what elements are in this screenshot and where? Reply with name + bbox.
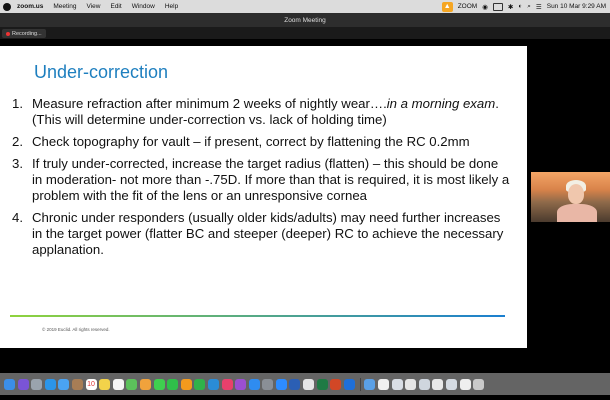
dock-safari-icon[interactable] — [45, 379, 56, 390]
dock-photos-icon[interactable] — [140, 379, 151, 390]
recording-indicator[interactable] — [2, 29, 46, 38]
volume-icon[interactable]: ◐ — [518, 3, 523, 10]
bullet-item — [12, 210, 512, 258]
dock-notes-icon[interactable] — [99, 379, 110, 390]
bullet-item — [12, 134, 512, 150]
dock-downloads-icon[interactable] — [364, 379, 375, 390]
dock-chrome-icon[interactable] — [303, 379, 314, 390]
participant-face — [568, 184, 584, 204]
dock-facetime-icon[interactable] — [167, 379, 178, 390]
zoom-label[interactable]: ZOOM — [457, 3, 478, 10]
dock-document-7-icon[interactable] — [460, 379, 471, 390]
spotlight-icon[interactable]: ⌕ — [527, 2, 531, 10]
menu-bar — [0, 0, 610, 13]
bluetooth-icon[interactable]: ✱ — [507, 3, 514, 11]
dock-zoom-icon[interactable] — [276, 379, 287, 390]
bullet-number: 1. — [12, 96, 23, 111]
dock-maps-icon[interactable] — [126, 379, 137, 390]
dock-pages-icon[interactable] — [181, 379, 192, 390]
window-title-bar — [0, 13, 610, 27]
wifi-icon[interactable]: ◉ — [482, 3, 488, 11]
menu-window[interactable]: Window — [131, 3, 155, 10]
slide-bullet-list — [12, 96, 512, 264]
participant-video[interactable] — [531, 172, 610, 222]
bullet-number: 3. — [12, 156, 23, 171]
dock-powerpoint-icon[interactable] — [330, 379, 341, 390]
dock-document-4-icon[interactable] — [419, 379, 430, 390]
menu-edit[interactable]: Edit — [110, 3, 122, 10]
dock-document-5-icon[interactable] — [432, 379, 443, 390]
dock-mail-icon[interactable] — [58, 379, 69, 390]
bullet-number: 2. — [12, 134, 23, 149]
slide-divider — [10, 315, 505, 317]
dock-trash-icon[interactable] — [473, 379, 484, 390]
bullet-text-part: . (This will determine under-correction vs. lack of holding time) — [32, 96, 499, 127]
dock-app-store-icon[interactable] — [249, 379, 260, 390]
slide-title: Under-correction — [34, 62, 169, 82]
slide-copyright: © 2019 Euclid. All rights reserved. — [42, 327, 110, 332]
dock-document-3-icon[interactable] — [405, 379, 416, 390]
dock-document-1-icon[interactable] — [378, 379, 389, 390]
menu-app-name[interactable]: zoom.us — [17, 3, 44, 10]
dock-calendar-icon[interactable]: 10 — [87, 380, 95, 388]
dock-document-2-icon[interactable] — [392, 379, 403, 390]
dock-system-preferences-icon[interactable] — [262, 379, 273, 390]
dock-siri-icon[interactable] — [18, 379, 29, 390]
dock-word-icon[interactable] — [289, 379, 300, 390]
menu-view[interactable]: View — [86, 3, 101, 10]
bullet-text: Chronic under responders (usually older kids/adults) may need further increases in the target power (flatter BC and steeper (deeper) RC to achieve the necessary applanation. — [32, 210, 504, 257]
menu-help[interactable]: Help — [164, 3, 179, 10]
shared-screen — [0, 46, 527, 348]
dock-podcasts-icon[interactable] — [235, 379, 246, 390]
recording-bar — [0, 27, 610, 39]
battery-icon[interactable] — [493, 3, 503, 11]
participant-body — [557, 204, 597, 222]
dock-teamviewer-icon[interactable] — [344, 379, 355, 390]
dock-itunes-icon[interactable] — [222, 379, 233, 390]
recording-label: Recording... — [12, 30, 42, 37]
window-title: Zoom Meeting — [284, 16, 326, 24]
bullet-text: If truly under-corrected, increase the target radius (flatten) – this should be done in moderation- not more than -.75D. If more than that is required, it is most likely a problem with the fit of the lens or an unresponsive cornea — [32, 156, 510, 203]
dock-numbers-icon[interactable] — [194, 379, 205, 390]
bullet-text-emphasis: in a morning exam — [386, 96, 496, 111]
dock-keynote-icon[interactable] — [208, 379, 219, 390]
dock-finder-icon[interactable] — [4, 379, 15, 390]
record-icon — [6, 32, 10, 36]
bullet-item — [12, 156, 512, 204]
clock-text[interactable]: Sun 10 Mar 9:29 AM — [546, 3, 606, 10]
dock-document-6-icon[interactable] — [446, 379, 457, 390]
dock-reminders-icon[interactable] — [113, 379, 124, 390]
bullet-text-part: Measure refraction after minimum 2 weeks of nightly wear…. — [32, 96, 387, 111]
dock-launchpad-icon[interactable] — [31, 379, 42, 390]
zoom-status-icon[interactable]: ▲ — [442, 2, 453, 12]
bullet-item — [12, 96, 512, 128]
bullet-text — [32, 96, 512, 128]
dock-separator — [360, 378, 361, 391]
apple-icon[interactable] — [3, 3, 11, 11]
bullet-text: Check topography for vault – if present, correct by flattening the RC 0.2mm — [32, 134, 470, 149]
notification-icon[interactable]: ☰ — [535, 3, 542, 11]
dock-contacts-icon[interactable] — [72, 379, 83, 390]
bullet-number: 4. — [12, 210, 23, 225]
status-area — [442, 0, 606, 13]
dock-excel-icon[interactable] — [317, 379, 328, 390]
menu-meeting[interactable]: Meeting — [53, 3, 77, 10]
dock — [0, 373, 610, 395]
dock-messages-icon[interactable] — [154, 379, 165, 390]
